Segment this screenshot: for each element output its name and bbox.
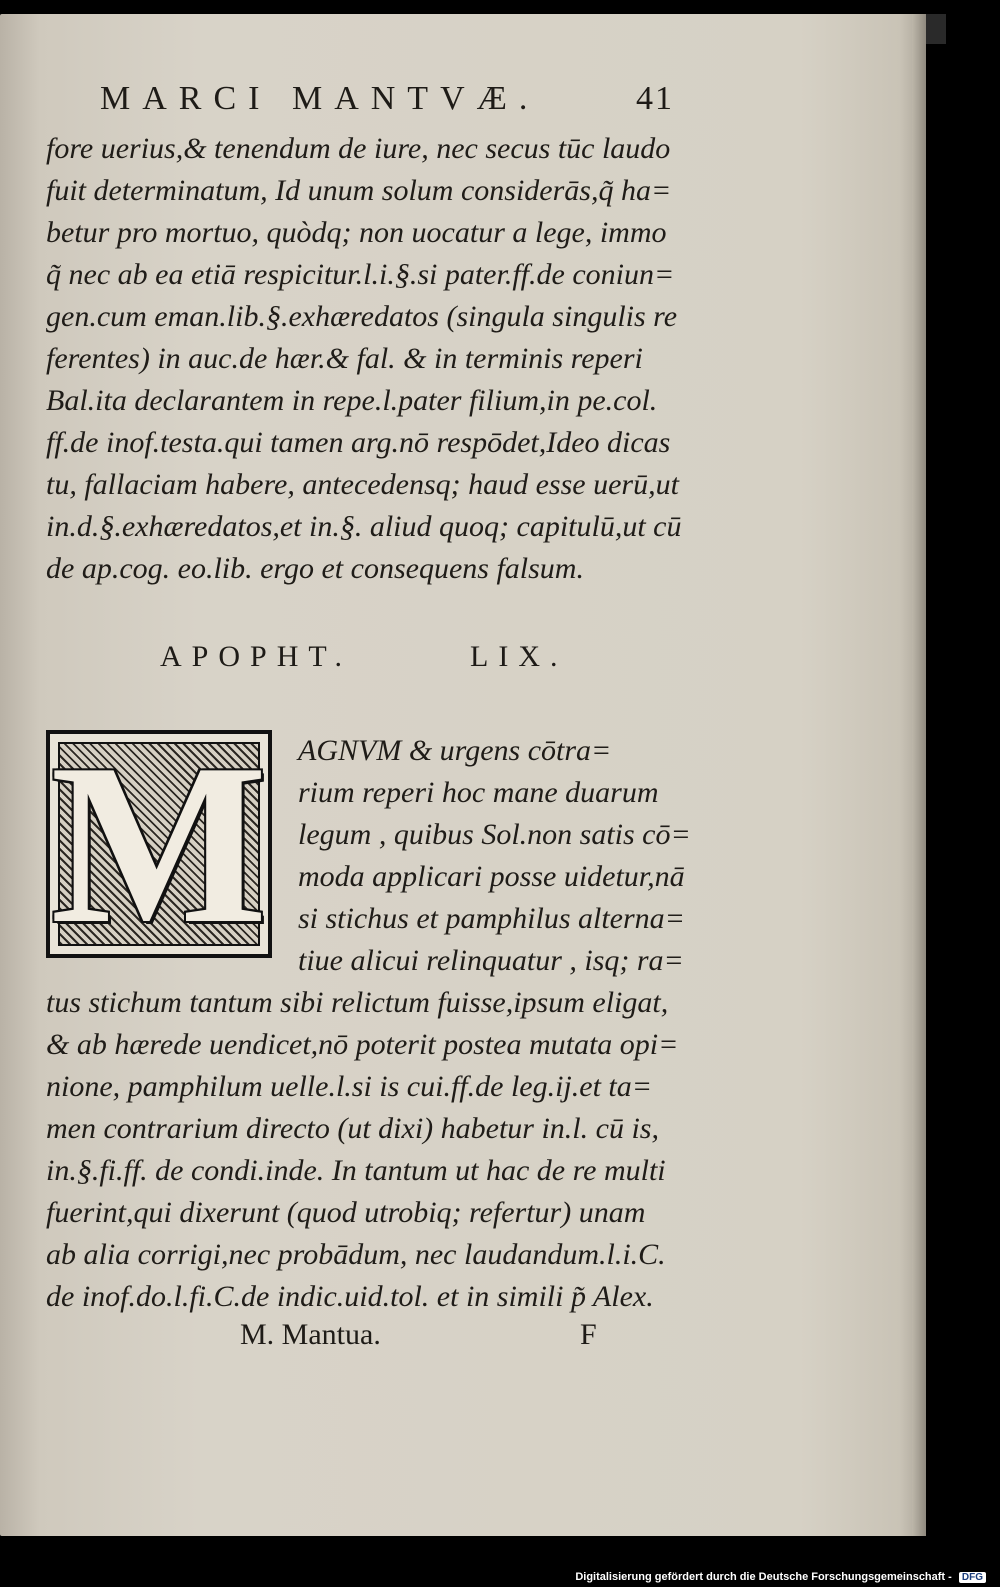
text-line: in.§.fi.ff. de condi.inde. In tantum ut hac de re multi — [46, 1154, 666, 1187]
text-line: ab alia corrigi,nec probādum, nec laudandum.l.i.C. — [46, 1238, 666, 1271]
text-line: & ab hærede uendicet,nō poterit postea mutata opi= — [46, 1028, 679, 1061]
page-footer — [240, 1318, 640, 1352]
text-line: nione, pamphilum uelle.l.si is cui.ff.de leg.ij.et ta= — [46, 1070, 652, 1103]
text-line: tus stichum tantum sibi relictum fuisse,ipsum eligat, — [46, 986, 669, 1019]
text-line: legum , quibus Sol.non satis cō= — [298, 818, 691, 851]
section-number: LIX. — [470, 640, 568, 673]
text-line: si stichus et pamphilus alterna= — [298, 902, 685, 935]
text-line: fore uerius,& tenendum de iure, nec secus tūc laudo — [46, 132, 671, 165]
credit-text: Digitalisierung gefördert durch die Deutsche Forschungsgemeinschaft - — [575, 1571, 952, 1583]
scan-corner — [926, 14, 946, 44]
signature-mark: F — [580, 1318, 597, 1351]
initial-letter: M — [50, 716, 268, 971]
text-line: de inof.do.l.fi.C.de indic.uid.tol. et in simili p̃ Alex. — [46, 1280, 654, 1313]
text-line: ferentes) in auc.de hær.& fal. & in terminis reperi — [46, 342, 643, 375]
section-heading — [160, 640, 580, 674]
text-line: rium reperi hoc mane duarum — [298, 776, 659, 809]
text-line: tiue alicui relinquatur , isq; ra= — [298, 944, 684, 977]
paragraph-2-beside-initial — [298, 730, 728, 982]
page-edge — [912, 14, 926, 1536]
text-line: moda applicari posse uidetur,nā — [298, 860, 685, 893]
running-title: MARCI MANTVÆ. — [100, 80, 540, 117]
digitization-credit — [575, 1571, 986, 1583]
show-through-text — [600, 612, 607, 642]
paragraph-1 — [46, 128, 736, 590]
text-line: Bal.ita declarantem in repe.l.pater filium,in pe.col. — [46, 384, 658, 417]
section-label: APOPHT. — [160, 640, 352, 673]
text-line: betur pro mortuo, quòdq; non uocatur a lege, immo — [46, 216, 667, 249]
text-line: ff.de inof.testa.qui tamen arg.nō respōdet,Ideo dicas — [46, 426, 671, 459]
text-line: in.d.§.exhæredatos,et in.§. aliud quoq; capitulū,ut cū — [46, 510, 682, 543]
dfg-logo: DFG — [959, 1572, 986, 1583]
text-line: fuerint,qui dixerunt (quod utrobiq; refertur) unam — [46, 1196, 646, 1229]
running-header — [100, 80, 720, 118]
decorated-initial — [46, 716, 272, 971]
text-line: gen.cum eman.lib.§.exhæredatos (singula singulis re — [46, 300, 678, 333]
paragraph-2-continued — [46, 982, 736, 1318]
text-line: fuit determinatum, Id unum solum considerās,q̃ ha= — [46, 174, 672, 207]
text-line: men contrarium directo (ut dixi) habetur in.l. cū is, — [46, 1112, 659, 1145]
catchword: M. Mantua. — [240, 1318, 381, 1351]
text-line: AGNVM & urgens cōtra= — [298, 734, 612, 767]
page-number: 41 — [636, 80, 674, 117]
text-line: q̃ nec ab ea etiā respicitur.l.i.§.si pater.ff.de coniun= — [46, 258, 675, 291]
text-line: tu, fallaciam habere, antecedensq; haud esse uerū,ut — [46, 468, 679, 501]
text-line: de ap.cog. eo.lib. ergo et consequens falsum. — [46, 552, 584, 585]
